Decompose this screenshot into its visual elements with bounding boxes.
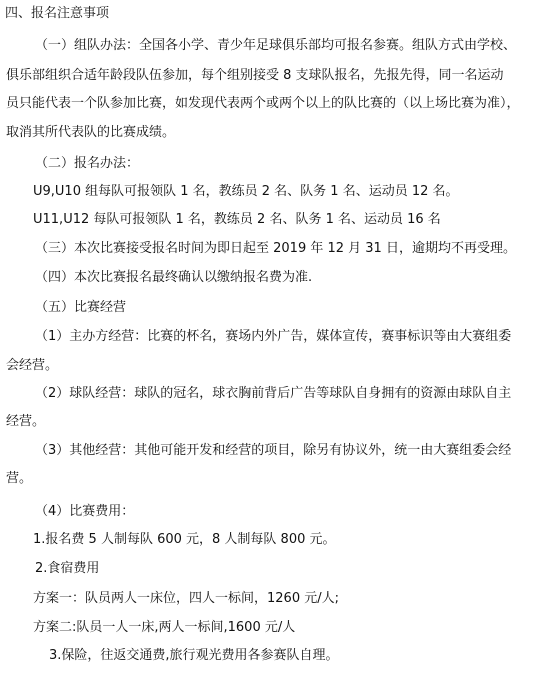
registration-fee-line: 1.报名费 5 人制每队 600 元，8 人制每队 800 元。 [33, 532, 336, 547]
team-operation-line-2: 经营。 [6, 414, 46, 429]
organization-line-3: 员只能代表一个队参加比赛，如发现代表两个或两个以上的队比赛的（以上场比赛为准）， [6, 96, 520, 111]
organization-line-1: （一）组队办法：全国各小学、青少年足球俱乐部均可报名参赛。组队方式由学校、 [35, 38, 517, 53]
other-operation-line-1: （3）其他经营：其他可能开发和经营的项目，除另有协议外，统一由大赛组委会经 [35, 443, 512, 458]
competition-operation-title: （五）比赛经营 [35, 300, 127, 315]
registration-u9-u10: U9,U10 组每队可报领队 1 名，教练员 2 名、队务 1 名、运动员 12 名。 [33, 184, 459, 199]
registration-confirmation-line: （四）本次比赛报名最终确认以缴纳报名费为准. [35, 270, 313, 285]
organization-line-2: 俱乐部组织合适年龄段队伍参加，每个组别接受 8 支球队报名，先报先得，同一名运动 [6, 68, 504, 83]
organizer-operation-line-1: （1）主办方经营：比赛的杯名，赛场内外广告，媒体宣传，赛事标识等由大赛组委 [35, 329, 512, 344]
registration-u11-u12: U11,U12 每队可报领队 1 名，教练员 2 名、队务 1 名、运动员 16 名 [33, 212, 441, 227]
section-heading: 四、报名注意事项 [5, 6, 110, 21]
team-operation-line-1: （2）球队经营：球队的冠名，球衣胸前背后广告等球队自身拥有的资源由球队自主 [35, 386, 512, 401]
registration-deadline-line: （三）本次比赛接受报名时间为即日起至 2019 年 12 月 31 日，逾期均不再受理。 [35, 241, 516, 256]
registration-method-title: （二）报名办法： [35, 156, 140, 171]
other-operation-line-2: 营。 [6, 471, 33, 486]
plan-one-line: 方案一：队员两人一床位，四人一标间，1260 元/人; [33, 591, 339, 606]
insurance-line: 3.保险，往返交通费,旅行观光费用各参赛队自理。 [49, 648, 339, 663]
organizer-operation-line-2: 会经营。 [6, 358, 59, 373]
competition-fees-title: （4）比赛费用： [35, 504, 135, 519]
room-board-title: 2.食宿费用 [35, 561, 100, 576]
organization-line-4: 取消其所代表队的比赛成绩。 [6, 125, 176, 140]
plan-two-line: 方案二:队员一人一床,两人一标间,1600 元/人 [33, 620, 296, 635]
